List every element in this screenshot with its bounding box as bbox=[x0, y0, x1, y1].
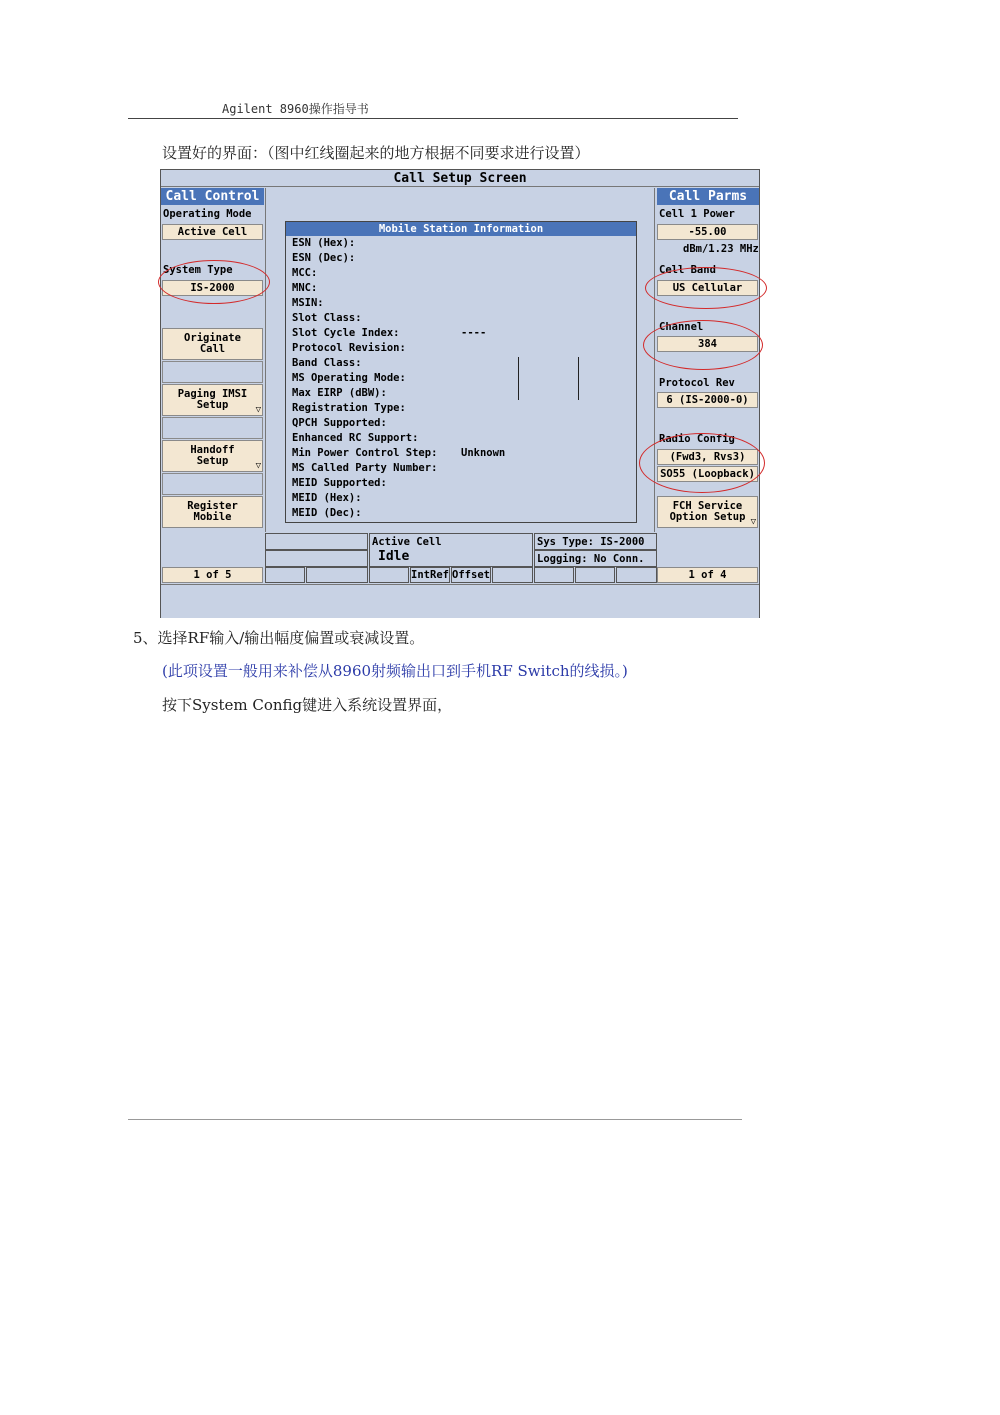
active-cell-label: Active Cell bbox=[372, 536, 442, 548]
screen-title: Call Setup Screen bbox=[161, 170, 759, 187]
operating-mode-field[interactable]: Active Cell bbox=[162, 224, 263, 240]
cell-band-field[interactable]: US Cellular bbox=[657, 280, 758, 296]
indicator-cell bbox=[575, 567, 615, 583]
service-option-field[interactable]: SO55 (Loopback) bbox=[657, 466, 758, 482]
cell-band-label: Cell Band bbox=[659, 264, 716, 276]
ms-info-row: QPCH Supported: bbox=[292, 417, 387, 429]
operating-mode-label: Operating Mode bbox=[163, 208, 252, 220]
ms-info-row: Min Power Control Step: bbox=[292, 447, 438, 459]
logging-text: Logging: No Conn. bbox=[537, 553, 645, 565]
status-cell bbox=[265, 550, 368, 567]
ms-info-row: MCC: bbox=[292, 267, 318, 279]
originate-call-button[interactable] bbox=[162, 328, 263, 360]
left-page-indicator: 1 of 5 bbox=[162, 567, 263, 583]
indicator-cell bbox=[369, 567, 409, 583]
call-parms-header: Call Parms bbox=[657, 188, 759, 205]
intref-indicator: IntRef bbox=[411, 569, 449, 581]
logging-status bbox=[534, 550, 657, 567]
ms-info-row: Max EIRP (dBW): bbox=[292, 387, 387, 399]
handoff-line-2: Setup bbox=[196, 455, 229, 467]
paging-line-1: Paging IMSI bbox=[177, 388, 248, 400]
cell-power-unit: dBm/1.23 MHz bbox=[683, 243, 759, 255]
system-type-label: System Type bbox=[163, 264, 233, 276]
left-spacer bbox=[162, 361, 263, 383]
ms-info-row: Slot Class: bbox=[292, 312, 362, 324]
ms-info-row: ESN (Hex): bbox=[292, 237, 356, 249]
protocol-rev-field[interactable]: 6 (IS-2000-0) bbox=[657, 392, 758, 408]
highlight-circle bbox=[645, 267, 767, 309]
note-text: (此项设置一般用来补偿从8960射频输出口到手机RF Switch的线损。) bbox=[162, 662, 628, 680]
right-page-indicator: 1 of 4 bbox=[657, 567, 758, 583]
bottom-softkey-area bbox=[161, 584, 759, 618]
fch-service-option-setup-button[interactable] bbox=[657, 496, 758, 528]
ms-info-row: Band Class: bbox=[292, 357, 362, 369]
left-spacer bbox=[162, 417, 263, 439]
handoff-line-1: Handoff bbox=[190, 444, 235, 456]
indicator-cell bbox=[492, 567, 533, 583]
mobile-station-info-box bbox=[285, 221, 637, 523]
indicator-cell bbox=[306, 567, 368, 583]
offset-indicator: Offset bbox=[452, 569, 490, 581]
ms-info-row: MEID Supported: bbox=[292, 477, 387, 489]
call-setup-screen bbox=[160, 169, 760, 618]
cell-power-field[interactable]: -55.00 bbox=[657, 224, 758, 240]
indicator-cell bbox=[616, 567, 657, 583]
ms-info-row: MS Called Party Number: bbox=[292, 462, 438, 474]
left-spacer bbox=[162, 473, 263, 495]
header-rule bbox=[128, 118, 738, 119]
ms-info-row: MEID (Hex): bbox=[292, 492, 362, 504]
fch-line-2: Option Setup bbox=[669, 511, 746, 523]
ms-info-row: Registration Type: bbox=[292, 402, 406, 414]
register-line-1: Register bbox=[187, 500, 238, 512]
ms-info-row: ESN (Dec): bbox=[292, 252, 356, 264]
status-cell bbox=[265, 533, 368, 550]
ms-info-title: Mobile Station Information bbox=[286, 222, 636, 236]
sys-type-text: Sys Type: IS-2000 bbox=[537, 536, 645, 548]
ms-info-row: MEID (Dec): bbox=[292, 507, 362, 519]
highlight-circle bbox=[639, 433, 765, 493]
cell-state-value: Idle bbox=[378, 549, 410, 564]
divider-line bbox=[578, 357, 579, 400]
footer-rule bbox=[128, 1119, 742, 1120]
step-5-text: 5、选择RF输入/输出幅度偏置或衰减设置。 bbox=[133, 629, 425, 647]
fch-line-1: FCH Service bbox=[672, 500, 743, 512]
sys-type-status bbox=[534, 533, 657, 550]
slot-cycle-value: ---- bbox=[461, 327, 487, 339]
highlight-circle bbox=[643, 320, 763, 370]
ms-info-row: MSIN: bbox=[292, 297, 324, 309]
register-line-2: Mobile bbox=[193, 511, 232, 523]
center-panel bbox=[265, 188, 655, 532]
paging-line-2: Setup bbox=[196, 399, 229, 411]
submenu-triangle-icon: ▽ bbox=[255, 405, 261, 415]
instruction-text: 按下System Config键进入系统设置界面， bbox=[162, 696, 453, 714]
highlight-circle bbox=[158, 260, 270, 304]
active-cell-status bbox=[369, 533, 533, 567]
originate-line-2: Call bbox=[199, 343, 226, 355]
radio-config-field[interactable]: (Fwd3, Rvs3) bbox=[657, 449, 758, 465]
ms-info-row: MS Operating Mode: bbox=[292, 372, 406, 384]
submenu-triangle-icon: ▽ bbox=[750, 517, 756, 527]
intro-text: 设置好的界面：（图中红线圈起来的地方根据不同要求进行设置） bbox=[162, 144, 590, 162]
ms-info-row: MNC: bbox=[292, 282, 318, 294]
call-control-header: Call Control bbox=[161, 188, 264, 205]
system-type-field[interactable]: IS-2000 bbox=[162, 280, 263, 296]
channel-label: Channel bbox=[659, 321, 704, 333]
channel-field[interactable]: 384 bbox=[657, 336, 758, 352]
cell-power-label: Cell 1 Power bbox=[659, 208, 735, 220]
divider-line bbox=[518, 357, 519, 400]
indicator-cell bbox=[265, 567, 305, 583]
register-mobile-button[interactable] bbox=[162, 496, 263, 528]
radio-config-label: Radio Config bbox=[659, 433, 735, 445]
header-title: Agilent 8960操作指导书 bbox=[222, 102, 369, 116]
min-power-step-value: Unknown bbox=[461, 447, 506, 459]
protocol-rev-label: Protocol Rev bbox=[659, 377, 735, 389]
ms-info-row: Protocol Revision: bbox=[292, 342, 406, 354]
submenu-triangle-icon: ▽ bbox=[255, 461, 261, 471]
indicator-cell bbox=[534, 567, 574, 583]
ms-info-row: Slot Cycle Index: bbox=[292, 327, 400, 339]
paging-imsi-setup-button[interactable] bbox=[162, 384, 263, 416]
handoff-setup-button[interactable] bbox=[162, 440, 263, 472]
originate-line-1: Originate bbox=[184, 332, 241, 344]
ms-info-row: Enhanced RC Support: bbox=[292, 432, 419, 444]
